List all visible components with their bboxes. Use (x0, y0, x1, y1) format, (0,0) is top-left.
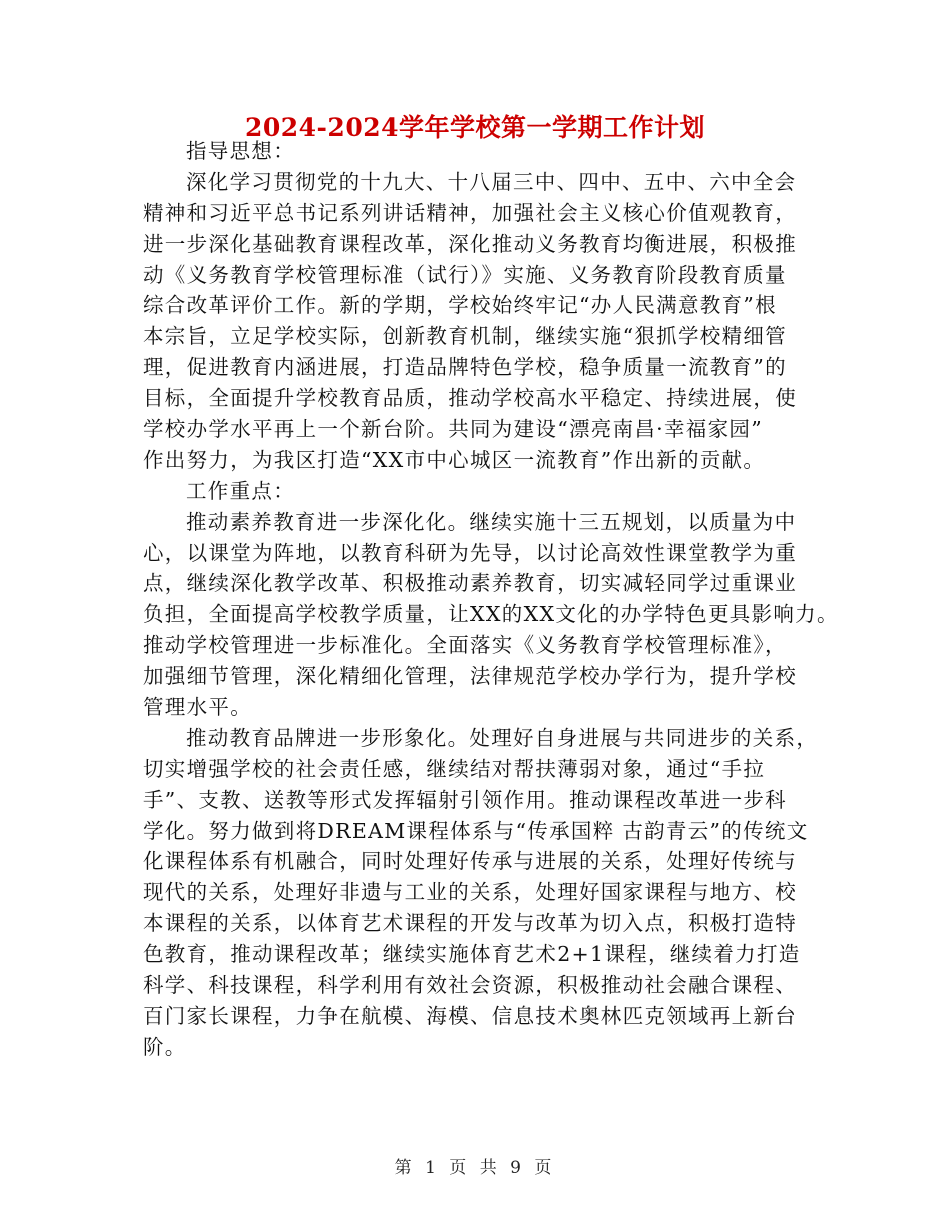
body-line: 切实增强学校的社会责任感，继续结对帮扶薄弱对象，通过“手拉 (143, 756, 766, 781)
body-line: 色教育，推动课程改革；继续实施体育艺术2+1课程，继续着力打造 (143, 942, 801, 967)
body-line: 作出努力，为我区打造“XX市中心城区一流教育”作出新的贡献。 (143, 447, 766, 472)
body-line: 综合改革评价工作。新的学期，学校始终牢记“办人民满意教育”根 (143, 293, 777, 318)
body-line: 工作重点： (186, 478, 295, 503)
body-line: 目标，全面提升学校教育品质，推动学校高水平稳定、持续进展，使 (143, 386, 797, 411)
body-line: 心，以课堂为阵地，以教育科研为先导，以讨论高效性课堂教学为重 (143, 540, 797, 565)
body-line: 推动素养教育进一步深化化。继续实施十三五规划，以质量为中 (186, 509, 797, 534)
body-line: 百门家长课程，力争在航模、海模、信息技术奥林匹克领域再上新台 (143, 1003, 797, 1028)
body-line: 手”、支教、送教等形式发挥辐射引领作用。推动课程改革进一步科 (143, 787, 787, 812)
body-line: 学化。努力做到将DREAM课程体系与“传承国粹 古韵青云”的传统文 (143, 818, 809, 843)
body-line: 化课程体系有机融合，同时处理好传承与进展的关系，处理好传统与 (143, 849, 797, 874)
body-line: 推动教育品牌进一步形象化。处理好自身进展与共同进步的关系， (186, 725, 819, 750)
document-body (143, 136, 839, 1063)
body-line: 负担，全面提高学校教学质量，让XX的XX文化的办学特色更具影响力。 (143, 602, 839, 627)
body-line: 学校办学水平再上一个新台阶。共同为建设“漂亮南昌·幸福家园” (143, 417, 763, 442)
body-line: 科学、科技课程，科学利用有效社会资源，积极推动社会融合课程、 (143, 973, 797, 998)
body-line: 现代的关系，处理好非遗与工业的关系，处理好国家课程与地方、校 (143, 880, 797, 905)
body-line: 动《义务教育学校管理标准（试行）》实施、义务教育阶段教育质量 (143, 262, 787, 287)
page-footer: 第 1 页 共 9 页 (394, 1158, 556, 1178)
body-line: 推动学校管理进一步标准化。全面落实《义务教育学校管理标准》， (143, 633, 787, 658)
document-title: 2024-2024学年学校第一学期工作计划 (244, 113, 706, 142)
body-line: 加强细节管理，深化精细化管理，法律规范学校办学行为，提升学校 (143, 664, 797, 689)
body-line: 精神和习近平总书记系列讲话精神，加强社会主义核心价值观教育， (143, 200, 797, 225)
body-line: 管理水平。 (143, 695, 252, 720)
body-line: 本宗旨，立足学校实际，创新教育机制，继续实施“狠抓学校精细管 (143, 324, 787, 349)
body-line: 进一步深化基础教育课程改革，深化推动义务教育均衡进展，积极推 (143, 231, 797, 256)
body-line: 本课程的关系，以体育艺术课程的开发与改革为切入点，积极打造特 (143, 911, 797, 936)
body-line: 点，继续深化教学改革、积极推动素养教育，切实减轻同学过重课业 (143, 571, 797, 596)
body-line: 阶。 (143, 1034, 187, 1059)
body-line: 理，促进教育内涵进展，打造品牌特色学校，稳争质量一流教育”的 (143, 355, 787, 380)
body-line: 指导思想： (186, 139, 295, 163)
body-line: 深化学习贯彻党的十九大、十八届三中、四中、五中、六中全会 (186, 169, 797, 194)
